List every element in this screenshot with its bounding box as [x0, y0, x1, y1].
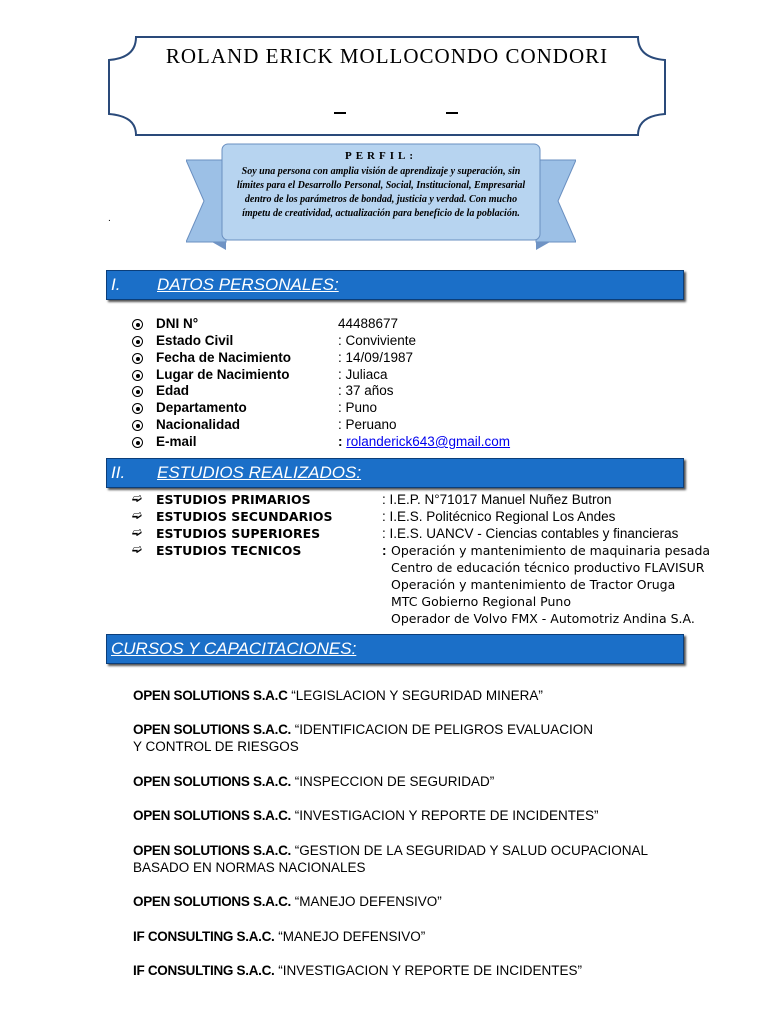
course-item [133, 893, 733, 910]
course-company: OPEN SOLUTIONS S.A.C. [133, 894, 291, 909]
technical-line: Operador de Volvo FMX - Automotriz Andina S.A. [391, 611, 695, 626]
course-item [133, 773, 733, 790]
study-value: : I.E.S. Politécnico Regional Los Andes [382, 509, 616, 524]
course-company: OPEN SOLUTIONS S.A.C. [133, 843, 291, 858]
email-link[interactable]: rolanderick643@gmail.com [346, 434, 511, 449]
field-label: Estado Civil [156, 333, 234, 348]
course-title-line2: BASADO EN NORMAS NACIONALES [133, 860, 366, 875]
field-label: DNI N° [156, 316, 199, 331]
section-title: ESTUDIOS REALIZADOS: [157, 463, 362, 482]
field-value: : Peruano [338, 417, 397, 432]
course-company: OPEN SOLUTIONS S.A.C. [133, 774, 291, 789]
name-dash-right [446, 112, 458, 114]
study-value: : I.E.S. UANCV - Ciencias contables y financieras [382, 526, 679, 541]
stray-dot: . [108, 213, 111, 224]
course-item [133, 687, 733, 704]
section-title: CURSOS Y CAPACITACIONES: [111, 639, 357, 658]
course-title: “MANEJO DEFENSIVO” [290, 894, 442, 909]
course-company: IF CONSULTING S.A.C. [133, 963, 275, 978]
course-title: “IDENTIFICACION DE PELIGROS EVALUACION [290, 722, 594, 737]
course-title: “INVESTIGACION Y REPORTE DE INCIDENTES” [274, 963, 583, 978]
study-value: : [382, 543, 387, 558]
radio-bullet-icon [132, 403, 143, 414]
course-company: IF CONSULTING S.A.C. [133, 929, 275, 944]
radio-bullet-icon [132, 336, 143, 347]
study-label: ESTUDIOS SECUNDARIOS [156, 509, 333, 524]
radio-bullet-icon [132, 370, 143, 381]
technical-line: Centro de educación técnico productivo FLAVISUR [391, 560, 705, 575]
course-item [133, 962, 733, 979]
course-title: “INSPECCION DE SEGURIDAD” [290, 774, 495, 789]
field-value: : 37 años [338, 383, 394, 398]
course-company: OPEN SOLUTIONS S.A.C [133, 688, 288, 703]
study-label: ESTUDIOS SUPERIORES [156, 526, 321, 541]
name-banner [108, 36, 666, 136]
course-company: OPEN SOLUTIONS S.A.C. [133, 808, 291, 823]
field-value: : 14/09/1987 [338, 350, 414, 365]
perfil-ribbon [186, 142, 576, 254]
course-title-line2: Y CONTROL DE RIESGOS [133, 739, 299, 754]
technical-line: Operación y mantenimiento de maquinaria pesada [391, 543, 711, 558]
name-dash-left [334, 112, 346, 114]
course-title: “GESTION DE LA SEGURIDAD Y SALUD OCUPACIONAL [290, 843, 649, 858]
course-item [133, 928, 733, 945]
email-colon: : [338, 434, 343, 449]
section-number: II. [111, 463, 126, 482]
section-courses-header [106, 634, 684, 664]
study-label: ESTUDIOS TECNICOS [156, 543, 302, 558]
full-name: ROLAND ERICK MOLLOCONDO CONDORI [165, 44, 609, 68]
course-item [133, 842, 733, 876]
arrow-bullet-icon: ➫ [132, 491, 143, 505]
perfil-text: Soy una persona con amplia visión de aprendizaje y superación, sin límites para el Desarrollo Personal, Social, Institucional, Empresarial dentro de los parámetros de bondad, justicia y verdad. Con mucho ímpetu de creatividad, actualización para beneficio de la población. [236, 166, 526, 219]
technical-line: Operación y mantenimiento de Tractor Oruga [391, 577, 676, 592]
field-label: Lugar de Nacimiento [156, 367, 290, 382]
field-value: : Conviviente [338, 333, 417, 348]
field-value: 44488677 [338, 316, 399, 331]
field-value: : Juliaca [338, 367, 388, 382]
radio-bullet-icon [132, 437, 143, 448]
course-title: “MANEJO DEFENSIVO” [274, 929, 426, 944]
course-item [133, 807, 733, 824]
arrow-bullet-icon: ➫ [132, 508, 143, 522]
radio-bullet-icon [132, 353, 143, 364]
course-company: OPEN SOLUTIONS S.A.C. [133, 722, 291, 737]
perfil-title: PERFIL: [345, 150, 417, 162]
field-label: Departamento [156, 400, 247, 415]
technical-line: MTC Gobierno Regional Puno [391, 594, 571, 609]
course-title: “INVESTIGACION Y REPORTE DE INCIDENTES” [290, 808, 599, 823]
field-value [338, 434, 510, 449]
field-value: : Puno [338, 400, 378, 415]
study-value: : I.E.P. N°71017 Manuel Nuñez Butron [382, 492, 612, 507]
study-label: ESTUDIOS PRIMARIOS [156, 492, 311, 507]
course-title: “LEGISLACION Y SEGURIDAD MINERA” [287, 688, 543, 703]
section-number: I. [111, 275, 121, 294]
section-studies-header [106, 458, 684, 488]
arrow-bullet-icon: ➫ [132, 542, 143, 556]
field-label: Fecha de Nacimiento [156, 350, 292, 365]
course-item [133, 721, 733, 755]
section-title: DATOS PERSONALES: [157, 275, 339, 294]
field-label: Nacionalidad [156, 417, 241, 432]
section-personal-header [106, 270, 684, 300]
field-label: E-mail [156, 434, 197, 449]
radio-bullet-icon [132, 420, 143, 431]
arrow-bullet-icon: ➫ [132, 525, 143, 539]
radio-bullet-icon [132, 386, 143, 397]
radio-bullet-icon [132, 319, 143, 330]
field-label: Edad [156, 383, 190, 398]
